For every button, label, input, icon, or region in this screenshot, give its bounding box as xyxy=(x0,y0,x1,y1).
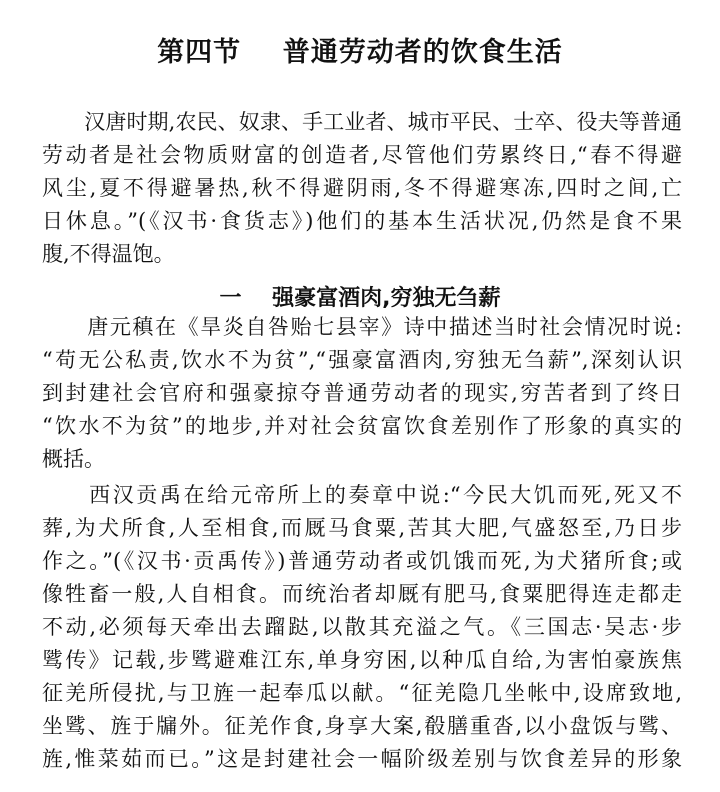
paragraph-line: 劳动者是社会物质财富的创造者,尽管他们劳累终日,“春不得避 xyxy=(42,143,682,167)
paragraph-line: 风尘,夏不得避暑热,秋不得避阴雨,冬不得避寒冻,四时之间,亡 xyxy=(42,176,682,200)
paragraph-line: 像牲畜一般,人自相食。而统治者却厩有肥马,食粟肥得连走都走 xyxy=(42,582,682,606)
paragraph-line: 腹,不得温饱。 xyxy=(42,242,175,266)
paragraph-line: 到封建社会官府和强豪掠夺普通劳动者的现实,穷苦者到了终日 xyxy=(42,381,682,405)
paragraph-line: “饮水不为贫”的地步,并对社会贫富饮食差别作了形象的真实的 xyxy=(42,414,682,438)
paragraph-line: 不动,必须每天牵出去蹓跶,以散其充溢之气。《三国志·吴志·步 xyxy=(42,615,682,639)
paragraph-line: 坐骘、旌于牖外。征羌作食,身享大案,殽膳重沓,以小盘饭与骘、 xyxy=(42,714,682,738)
paragraph-line: 葬,为犬所食,人至相食,而厩马食粟,苦其大肥,气盛怒至,乃日步 xyxy=(42,516,682,540)
section-title: 第四节 普通劳动者的饮食生活 xyxy=(157,37,563,68)
paragraph-line: 唐元稹在《旱炎自咎贻七县宰》诗中描述当时社会情况时说: xyxy=(42,315,682,339)
paragraph-line: 日休息。”(《汉书·食货志》)他们的基本生活状况,仍然是食不果 xyxy=(42,209,682,233)
subsection-heading: 一 强豪富酒肉,穷独无刍薪 xyxy=(219,286,501,311)
paragraph-line: 汉唐时期,农民、奴隶、手工业者、城市平民、士卒、役夫等普通 xyxy=(42,110,682,134)
paragraph-line: 旌,惟菜茹而已。”这是封建社会一幅阶级差别与饮食差异的形象 xyxy=(42,747,682,771)
paragraph-line: 作之。”(《汉书·贡禹传》)普通劳动者或饥饿而死,为犬猪所食;或 xyxy=(42,549,682,573)
paragraph-line: 征羌所侵扰,与卫旌一起奉瓜以献。“征羌隐几坐帐中,设席致地, xyxy=(42,681,682,705)
paragraph-line: 西汉贡禹在给元帝所上的奏章中说:“今民大饥而死,死又不 xyxy=(42,483,682,507)
paragraph-line: 骘传》记载,步骘避难江东,单身穷困,以种瓜自给,为害怕豪族焦 xyxy=(42,648,682,672)
paragraph-line: 概括。 xyxy=(42,447,105,471)
paragraph-line: “苟无公私责,饮水不为贫”,“强豪富酒肉,穷独无刍薪”,深刻认识 xyxy=(42,348,682,372)
